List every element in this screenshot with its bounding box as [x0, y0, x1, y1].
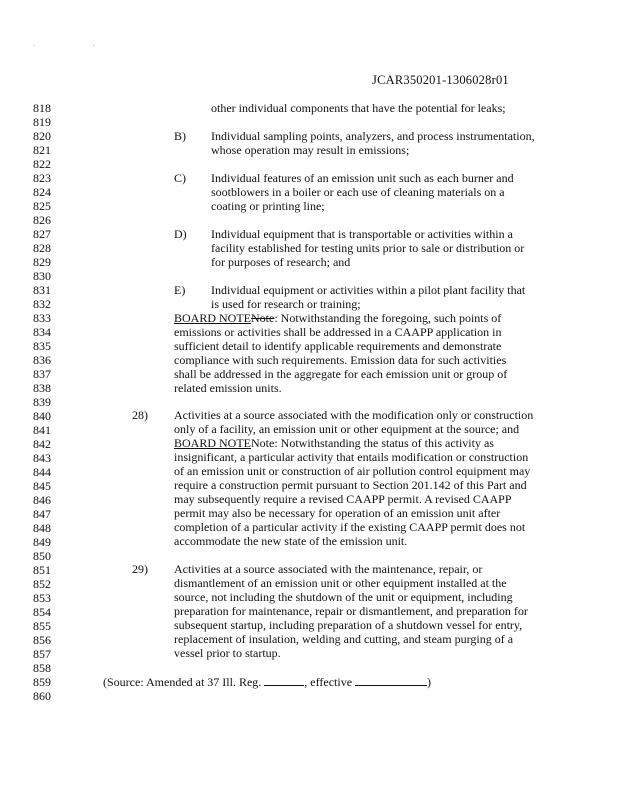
line-number: 840: [33, 409, 51, 423]
line-number: 858: [33, 661, 51, 675]
text-line-823: Individual features of an emission unit such as each burner and: [211, 171, 514, 185]
document-id: JCAR350201-1306028r01: [372, 73, 509, 87]
text-line-825: coating or printing line;: [211, 199, 325, 213]
line-number: 849: [33, 535, 51, 549]
item-marker-D: D): [174, 227, 187, 241]
line-number: 839: [33, 395, 51, 409]
text-line-836: compliance with such requirements. Emission data for such activities: [174, 353, 507, 367]
line-number: 835: [33, 339, 51, 353]
line-number: 850: [33, 549, 51, 563]
text-line-818: other individual components that have the potential for leaks;: [211, 101, 506, 115]
text-line-849: accommodate the new state of the emission unit.: [174, 534, 408, 548]
line-number: 829: [33, 255, 51, 269]
line-number: 828: [33, 241, 51, 255]
source-citation: [103, 675, 431, 688]
text-line-832: is used for research or training;: [211, 297, 361, 311]
line-number: 818: [33, 101, 51, 115]
line-number: 833: [33, 311, 51, 325]
line-number: 853: [33, 591, 51, 605]
line-number: 860: [33, 689, 51, 703]
line-number: 821: [33, 143, 51, 157]
line-number: 854: [33, 605, 51, 619]
line-number: 842: [33, 437, 51, 451]
text-line-840: Activities at a source associated with the modification only or construction: [174, 408, 534, 422]
note-struck: Note: [251, 311, 275, 325]
text-line-856: replacement of insulation, welding and cutting, and steam purging of a: [174, 632, 514, 646]
text-line-829: for purposes of research; and: [211, 255, 351, 269]
line-number: 851: [33, 563, 51, 577]
text-line-852: dismantlement of an emission unit or other equipment installed at the: [174, 576, 507, 590]
line-number: 848: [33, 521, 51, 535]
effective-date-blank[interactable]: [355, 675, 427, 686]
text-line-857: vessel prior to startup.: [174, 646, 281, 660]
board-note-rest: : Notwithstanding the foregoing, such points of: [274, 311, 502, 325]
line-number: 827: [33, 227, 51, 241]
item-marker-29: 29): [132, 562, 148, 576]
line-number: 832: [33, 297, 51, 311]
source-prefix: (Source: Amended at 37 Ill. Reg.: [103, 675, 265, 689]
line-number: 843: [33, 451, 51, 465]
source-suffix: ): [427, 675, 432, 689]
text-line-838: related emission units.: [174, 381, 282, 395]
board-note-underlined-2: BOARD NOTE: [174, 436, 251, 450]
line-number: 836: [33, 353, 51, 367]
line-number: 822: [33, 157, 51, 171]
text-line-845: require a construction permit pursuant to Section 201.142 of this Part and: [174, 478, 527, 492]
text-line-854: preparation for maintenance, repair or dismantlement, and preparation for: [174, 604, 528, 618]
text-line-827: Individual equipment that is transportable or activities within a: [211, 227, 513, 241]
line-number: 837: [33, 367, 51, 381]
line-number: 824: [33, 185, 51, 199]
reg-page-blank[interactable]: [264, 675, 304, 686]
item-marker-28: 28): [132, 408, 148, 422]
line-number: 844: [33, 465, 51, 479]
line-number: 819: [33, 115, 51, 129]
corner-mark: . .: [33, 40, 123, 48]
source-middle: , effective: [304, 675, 356, 689]
text-line-828: facility established for testing units prior to sale or distribution or: [211, 241, 525, 255]
line-number: 825: [33, 199, 51, 213]
line-number: 846: [33, 493, 51, 507]
line-number: 856: [33, 633, 51, 647]
text-line-824: sootblowers in a boiler or each use of cleaning materials on a: [211, 185, 505, 199]
item-marker-B: B): [174, 129, 186, 143]
line-number: 826: [33, 213, 51, 227]
line-number: 838: [33, 381, 51, 395]
text-line-835: sufficient detail to identify applicable requirements and demonstrate: [174, 339, 502, 353]
text-line-847: permit may also be necessary for operation of an emission unit after: [174, 506, 501, 520]
text-line-833: [174, 312, 501, 324]
text-line-841: only of a facility, an emission unit or other equipment at the source; and: [174, 422, 520, 436]
line-number: 823: [33, 171, 51, 185]
item-marker-C: C): [174, 171, 186, 185]
text-line-831: Individual equipment or activities within a pilot plant facility that: [211, 283, 526, 297]
text-line-820: Individual sampling points, analyzers, and process instrumentation,: [211, 129, 535, 143]
text-line-843: insignificant, a particular activity that entails modification or construction: [174, 450, 529, 464]
line-number: 820: [33, 129, 51, 143]
line-number: 857: [33, 647, 51, 661]
line-number: 859: [33, 675, 51, 689]
board-note-rest-2: Note: Notwithstanding the status of this activity as: [251, 436, 494, 450]
text-line-846: may subsequently require a revised CAAPP permit. A revised CAAPP: [174, 492, 512, 506]
text-line-834: emissions or activities shall be addressed in a CAAPP application in: [174, 325, 502, 339]
text-line-837: shall be addressed in the aggregate for each emission unit or group of: [174, 367, 508, 381]
line-number: 830: [33, 269, 51, 283]
line-number: 831: [33, 283, 51, 297]
text-line-842: [174, 437, 494, 449]
line-number: 834: [33, 325, 51, 339]
line-number: 852: [33, 577, 51, 591]
text-line-851: Activities at a source associated with the maintenance, repair, or: [174, 562, 483, 576]
line-number: 855: [33, 619, 51, 633]
line-number: 845: [33, 479, 51, 493]
text-line-853: source, not including the shutdown of the unit or equipment, including: [174, 590, 513, 604]
item-marker-E: E): [174, 283, 186, 297]
text-line-821: whose operation may result in emissions;: [211, 143, 410, 157]
text-line-844: of an emission unit or construction of air pollution control equipment may: [174, 464, 531, 478]
line-number: 847: [33, 507, 51, 521]
board-note-underlined: BOARD NOTE: [174, 311, 251, 325]
line-number: 841: [33, 423, 51, 437]
text-line-855: subsequent startup, including preparation of a shutdown vessel for entry,: [174, 618, 523, 632]
text-line-848: completion of a particular activity if the existing CAAPP permit does not: [174, 520, 526, 534]
